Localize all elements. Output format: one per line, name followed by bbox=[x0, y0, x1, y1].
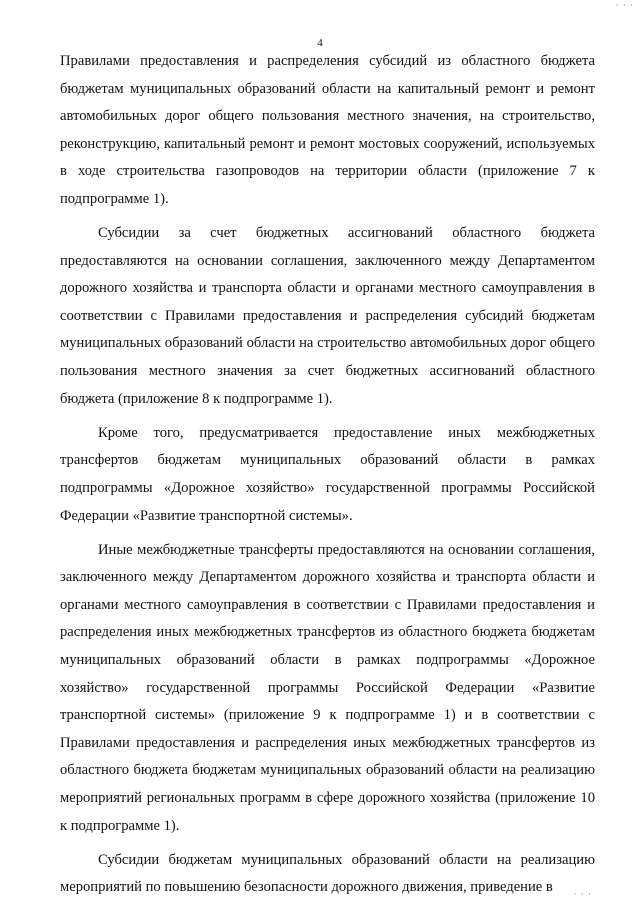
scan-artifact-bottom: · · · bbox=[573, 889, 592, 899]
paragraph-interbudget-transfers: Кроме того, предусматривается предоставление иных межбюджетных трансфертов бюджетам муниципальных образований области в рамках подпрограммы «Дорожное хозяйство» государственной программы Российской Федерации «Развитие транспортной системы». bbox=[60, 424, 595, 524]
document-body bbox=[60, 48, 595, 902]
page-number: 4 bbox=[317, 37, 323, 49]
paragraph-continuation: Правилами предоставления и распределения субсидий из областного бюджета бюджетам муниципальных образований области на капитальный ремонт и ремонт автомобильных дорог общего пользования местного значения, на строительство, реконструкцию, капитальный ремонт и ремонт мостовых сооружений, используемых в ходе строительства газопроводов на территории области (приложение 7 к подпрограмме 1). bbox=[60, 53, 595, 207]
paragraph-transfers-agreement: Иные межбюджетные трансферты предоставляются на основании соглашения, заключенного между Департаментом дорожного хозяйства и транспорта области и органами местного самоуправления в соответствии с Правилами предоставления и распределения иных межбюджетных трансфертов из областного бюджета бюджетам муниципальных образований области в рамках подпрограммы «Дорожное хозяйство» государственной программы Российской Федерации «Развитие транспортной системы» (приложение 9 к подпрограмме 1) и в соответствии с Правилами предоставления и распределения иных межбюджетных трансфертов из областного бюджета бюджетам муниципальных образований области на реализацию мероприятий региональных программ в сфере дорожного хозяйства (приложение 10 к подпрограмме 1). bbox=[60, 541, 595, 834]
scan-artifact-top: · · · bbox=[615, 0, 634, 10]
paragraph-subsidies-agreement: Субсидии за счет бюджетных ассигнований областного бюджета предоставляются на основании соглашения, заключенного между Департаментом дорожного хозяйства и транспорта области и органами местного самоуправления в соответствии с Правилами предоставления и распределения субсидий бюджетам муниципальных образований области на строительство автомобильных дорог общего пользования местного значения за счет бюджетных ассигнований областного бюджета (приложение 8 к подпрограмме 1). bbox=[60, 225, 595, 407]
paragraph-road-safety-subsidies: Субсидии бюджетам муниципальных образований области на реализацию мероприятий по повышению безопасности дорожного движения, приведение в bbox=[60, 851, 595, 896]
